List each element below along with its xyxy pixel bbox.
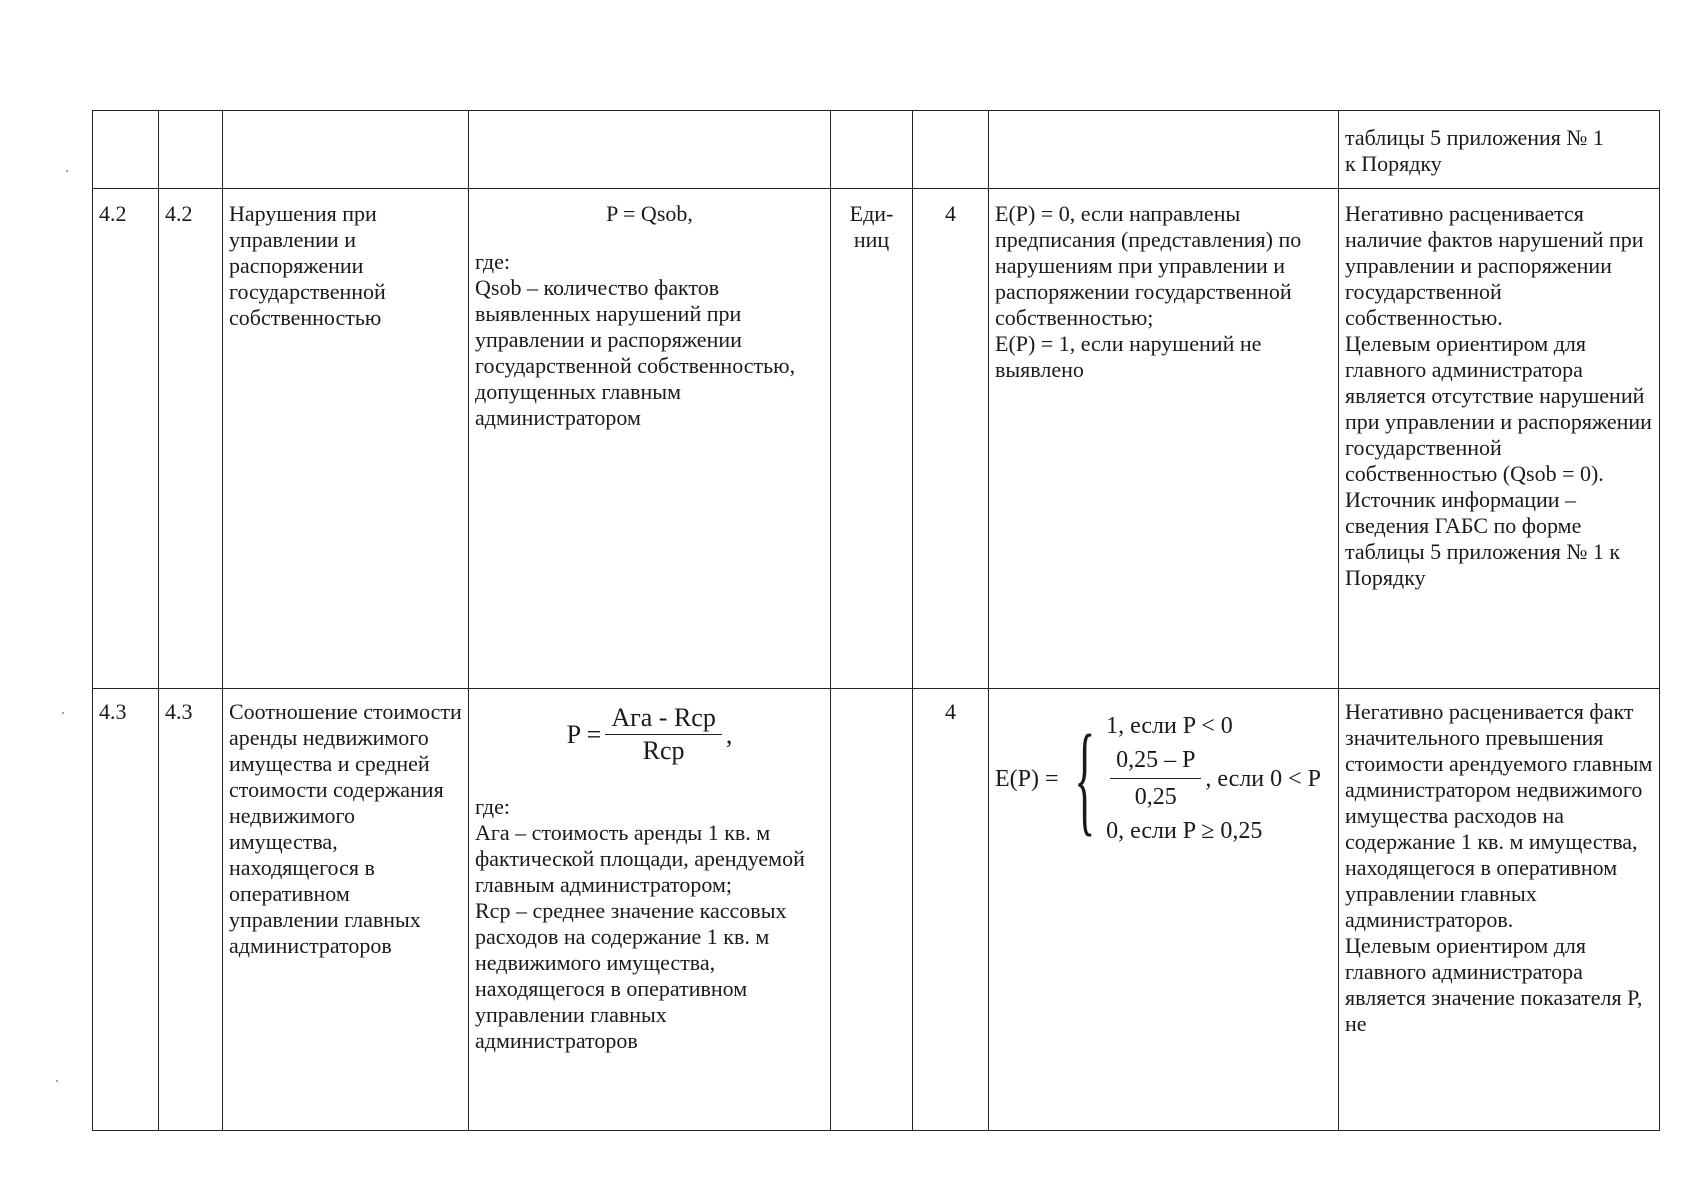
scan-speck	[62, 712, 64, 714]
table-row	[93, 111, 1660, 189]
cell-comment: Негативно расценивается наличие фактов нарушений при управлении и распоряжении государственной собственностью. Целевым ориентиром для главного администратора является отсутствие нарушений при управлении и распоряжении государственной собственностью (Qsob = 0). Источник информации – сведения ГАБС по форме таблицы 5 приложения № 1 к Порядку	[1339, 189, 1660, 689]
cell-num-2	[159, 111, 223, 189]
fraction-numerator: Aга - Rcp	[605, 705, 722, 735]
cell-evaluation	[989, 689, 1339, 1131]
fraction	[605, 705, 722, 764]
cell-comment: Негативно расценивается факт значительного превышения стоимости арендуемого главным администратором недвижимого имущества расходов на содержание 1 кв. м имущества, находящегося в оперативном управлении главных администраторов. Целевым ориентиром для главного администратора является значение показателя P, не	[1339, 689, 1660, 1131]
fraction	[1110, 745, 1201, 812]
piecewise-cases	[1106, 711, 1321, 846]
case-2	[1106, 745, 1321, 812]
cell-num-1: 4.3	[93, 689, 159, 1131]
cell-name: Нарушения при управлении и распоряжении государственной собственностью	[223, 189, 469, 689]
case-3: 0, если P ≥ 0,25	[1106, 818, 1263, 844]
cell-unit	[831, 689, 913, 1131]
scan-speck	[66, 170, 68, 172]
fraction-denominator: 0,25	[1134, 784, 1177, 810]
cell-num-1: 4.2	[93, 189, 159, 689]
cell-name: Соотношение стоимости аренды недвижимого имущества и средней стоимости содержания недвижимого имущества, находящегося в оперативном управлении главных администраторов	[223, 689, 469, 1131]
formula-where: где:	[475, 794, 510, 819]
fraction-denominator: Rcp	[642, 736, 685, 765]
cell-evaluation	[989, 111, 1339, 189]
cell-evaluation: E(P) = 0, если направлены предписания (представления) по нарушениям при управлении и распоряжении государственной собственностью; E(P) = 1, если нарушений не выявлено	[989, 189, 1339, 689]
cell-name	[223, 111, 469, 189]
cell-weight	[913, 111, 989, 189]
cell-formula	[469, 189, 831, 689]
formula-main: P = Qsob,	[606, 201, 693, 226]
cell-weight: 4	[913, 689, 989, 1131]
case-1: 1, если P < 0	[1106, 713, 1233, 739]
formula-tail: ,	[725, 719, 733, 749]
piecewise-formula	[995, 711, 1332, 846]
formula-fraction	[475, 705, 824, 764]
formula-description: Aга – стоимость аренды 1 кв. м фактической площади, арендуемой главным администратором; Rcp – среднее значение кассовых расходов на содержание 1 кв. м недвижимого имущества, находящегося в оперативном управлении главных администраторов	[475, 820, 805, 1053]
cell-num-2: 4.2	[159, 189, 223, 689]
table-row	[93, 189, 1660, 689]
curly-brace-icon: {	[1073, 709, 1095, 847]
cell-unit	[831, 111, 913, 189]
fraction-numerator: 0,25 – P	[1110, 745, 1201, 779]
formula-lhs: P =	[566, 719, 602, 749]
indicators-table	[92, 110, 1660, 1131]
scan-speck	[56, 1080, 58, 1082]
cell-num-2: 4.3	[159, 689, 223, 1131]
case-2-condition: , если 0 < P	[1205, 765, 1322, 792]
eval-lhs: E(P) =	[995, 765, 1059, 792]
cell-comment: таблицы 5 приложения № 1 к Порядку	[1339, 111, 1660, 189]
cell-unit: Еди- ниц	[831, 189, 913, 689]
table-row	[93, 689, 1660, 1131]
formula-where: где:	[475, 249, 510, 274]
formula-description: Qsob – количество фактов выявленных нарушений при управлении и распоряжении государственной собственностью, допущенных главным администратором	[475, 275, 796, 430]
cell-formula	[469, 111, 831, 189]
cell-formula	[469, 689, 831, 1131]
cell-weight: 4	[913, 189, 989, 689]
cell-num-1	[93, 111, 159, 189]
